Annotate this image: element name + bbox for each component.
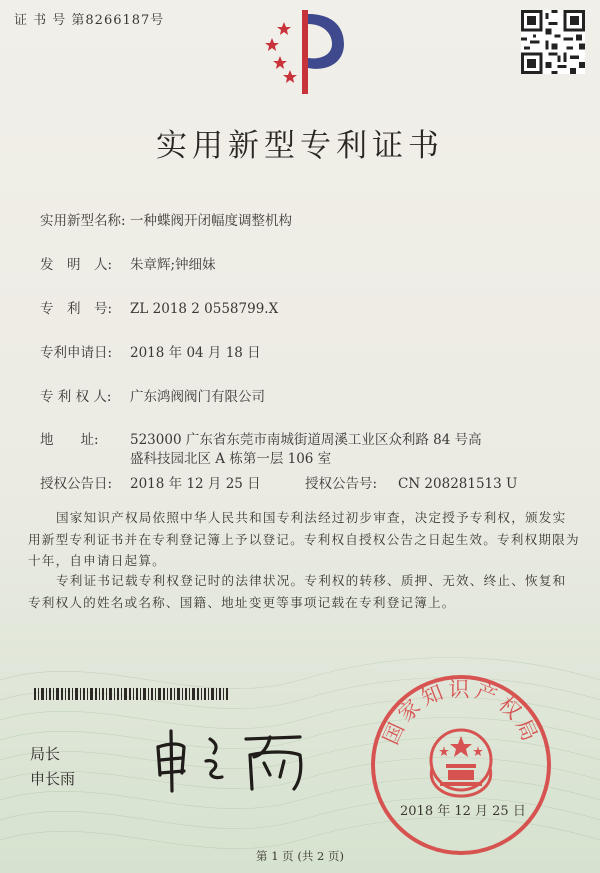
page-indicator: 第 1 页 (共 2 页) (256, 849, 344, 863)
field-value: 一种蝶阀开闭幅度调整机构 (130, 213, 292, 229)
svg-text:国家知识产权局: 国家知识产权局 (378, 677, 544, 749)
address-line-2: 盛科技园北区 A 栋第一层 106 室 (130, 451, 332, 467)
field-label: 专 利 号: (40, 301, 113, 317)
signatory-role: 局长 (30, 745, 61, 763)
field-label: 发 明 人: (40, 257, 113, 273)
certificate-number: 证 书 号 第8266187号 (14, 13, 165, 28)
field-value: ZL 2018 2 0558799.X (130, 301, 279, 317)
address-line-1: 523000 广东省东莞市南城街道周溪工业区众利路 84 号高 (130, 432, 482, 448)
field-patentee (40, 385, 265, 405)
official-seal (368, 672, 554, 858)
field-label: 授权公告日: (40, 476, 113, 492)
field-grant-number (305, 472, 517, 492)
field-label: 专 利 权 人: (40, 389, 112, 405)
body-paragraph-1: 国家知识产权局依照中华人民共和国专利法经过初步审查，决定授予专利权，颁发实用新型专利证书并在专利登记簿上予以登记。专利权自授权公告之日起生效。专利权期限为十年，自申请日起算。 (28, 510, 580, 568)
field-utility-model-name (40, 209, 292, 229)
field-value: 朱章辉;钟细妹 (130, 257, 216, 273)
field-value: 2018 年 12 月 25 日 (130, 476, 261, 492)
signatory-name: 申长雨 (30, 770, 76, 788)
field-value: 广东鸿阀阀门有限公司 (130, 389, 265, 405)
field-application-date (40, 341, 261, 361)
field-address (40, 428, 482, 448)
field-label: 专利申请日: (40, 345, 113, 361)
handwritten-signature (150, 725, 310, 795)
field-label: 实用新型名称: (40, 213, 126, 229)
body-paragraph-2: 专利证书记载专利权登记时的法律状况。专利权的转移、质押、无效、终止、恢复和专利权人的姓名或名称、国籍、地址变更等事项记载在专利登记簿上。 (28, 573, 567, 610)
seal-date: 2018 年 12 月 25 日 (400, 804, 526, 819)
field-value: CN 208281513 U (398, 476, 518, 492)
field-value: 2018 年 04 月 18 日 (130, 345, 261, 361)
field-inventor (40, 253, 216, 273)
field-label: 地 址: (40, 432, 99, 448)
patent-office-logo (258, 8, 348, 98)
field-label: 授权公告号: (305, 476, 378, 492)
certificate-title: 实用新型专利证书 (156, 128, 444, 164)
barcode (34, 688, 228, 700)
field-patent-number (40, 297, 278, 317)
field-grant-date (40, 472, 261, 492)
qr-code (521, 10, 585, 74)
